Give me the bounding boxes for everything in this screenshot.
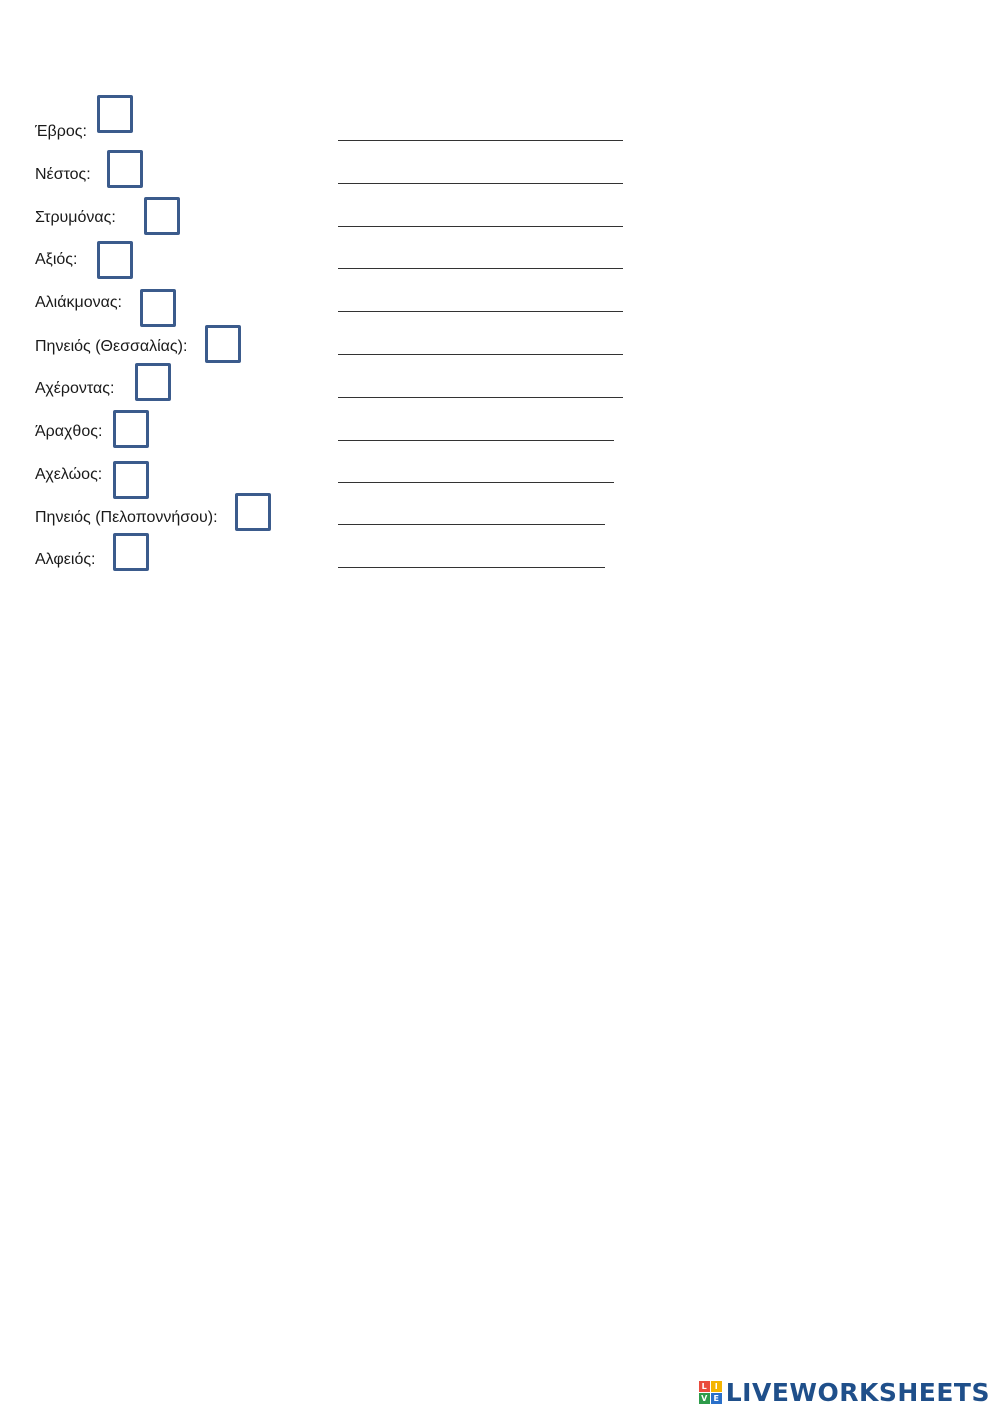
river-label: Πηνειός (Πελοποννήσου): [35,509,218,526]
answer-box[interactable] [144,197,180,235]
river-label: Αξιός: [35,251,78,268]
answer-box[interactable] [113,533,149,571]
river-label: Αλιάκμονας: [35,294,122,311]
logo-tile: I [711,1381,722,1392]
answer-line[interactable] [338,482,614,483]
river-label: Αχελώος: [35,466,103,483]
logo-tile: E [711,1393,722,1404]
liveworksheets-logo [699,1377,990,1407]
logo-tile: L [699,1381,710,1392]
answer-box[interactable] [97,95,133,133]
answer-line[interactable] [338,397,623,398]
answer-box[interactable] [97,241,133,279]
brand-name: LIVEWORKSHEETS [725,1377,990,1407]
brand-logo-icon [699,1381,722,1404]
answer-line[interactable] [338,183,623,184]
answer-box[interactable] [140,289,176,327]
answer-line[interactable] [338,524,605,525]
river-label: Νέστος: [35,166,91,183]
answer-box[interactable] [135,363,171,401]
answer-line[interactable] [338,440,614,441]
river-label: Πηνειός (Θεσσαλίας): [35,338,188,355]
answer-line[interactable] [338,311,623,312]
river-label: Έβρος: [35,123,87,140]
answer-box[interactable] [205,325,241,363]
answer-box[interactable] [113,410,149,448]
river-label: Άραχθος: [35,423,103,440]
answer-line[interactable] [338,354,623,355]
answer-box[interactable] [235,493,271,531]
answer-line[interactable] [338,226,623,227]
answer-box[interactable] [107,150,143,188]
answer-line[interactable] [338,567,605,568]
river-label: Αλφειός: [35,551,96,568]
answer-line[interactable] [338,140,623,141]
answer-line[interactable] [338,268,623,269]
answer-box[interactable] [113,461,149,499]
river-label: Στρυμόνας: [35,209,116,226]
river-label: Αχέροντας: [35,380,115,397]
logo-tile: V [699,1393,710,1404]
